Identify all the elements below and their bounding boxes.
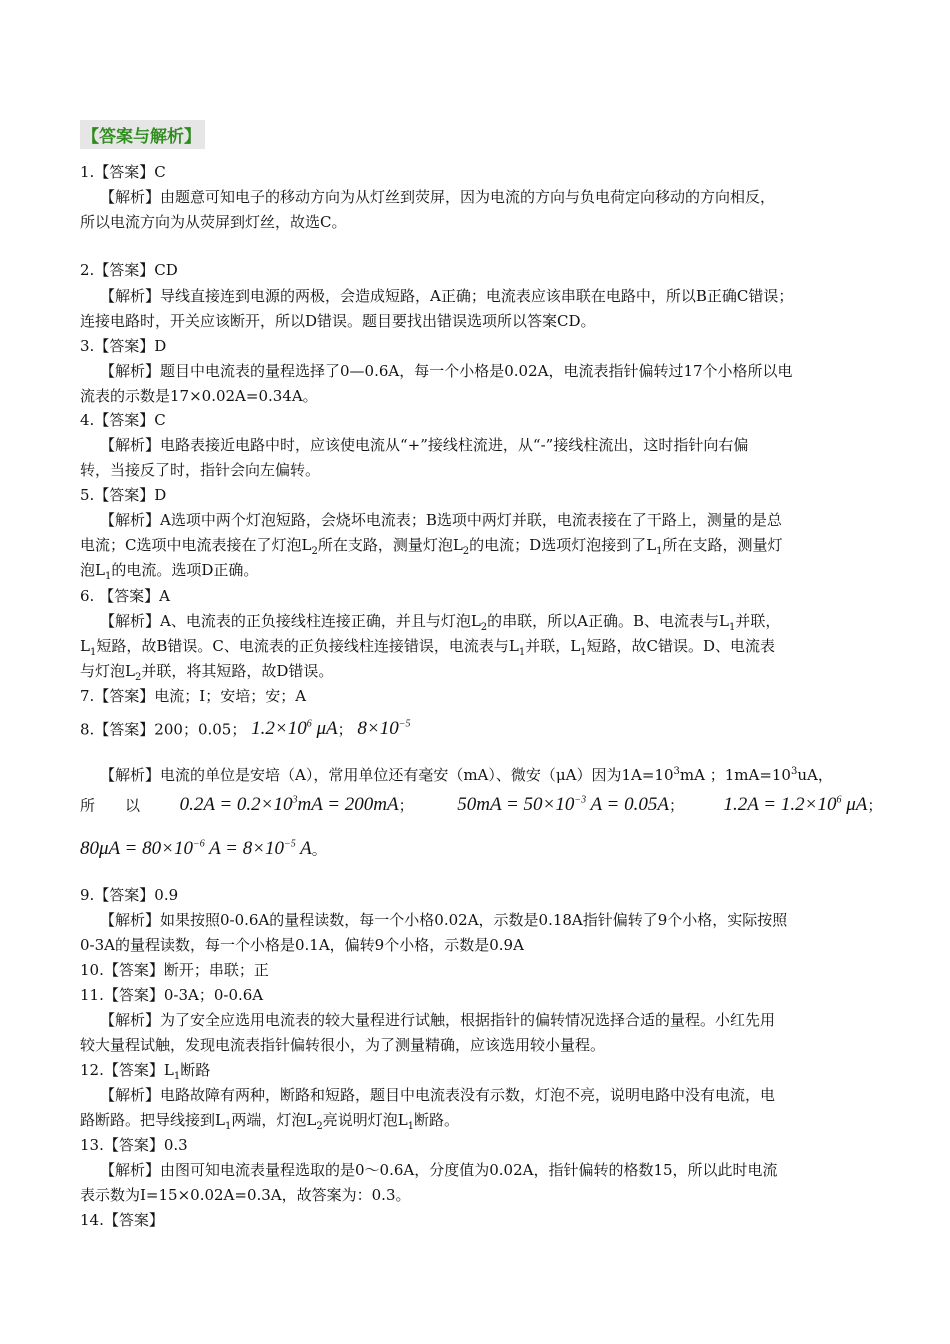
answer-8: 8.【答案】200；0.05； $1.2\times 10^6$ μA； $8\times 10^{-5}$	[80, 718, 411, 740]
answer-4: 4.【答案】C	[80, 411, 166, 429]
explanation-4-line-2: 转，当接反了时，指针会向左偏转。	[80, 461, 321, 479]
explanation-5-line-3: 泡$L_1$的电流。选项D正确。	[80, 561, 259, 582]
math-expression: $80\mu A = 80\times 10^{-6}$ $A = 8\times 10^{-5}$ A	[80, 838, 312, 860]
explanation-6-line-2: $L_1$短路，故B错误。C、电流表的正负接线柱连接错误，电流表与$L_1$并联，$L_1$短路，故C错误。D、电流表	[80, 637, 776, 658]
explanation-6-line-3: 与灯泡$L_2$并联，将其短路，故D错误。	[80, 662, 334, 683]
explanation-13-line-2: 表示数为I=15×0.02A=0.3A，故答案为：0.3。	[80, 1186, 411, 1204]
answer-13: 13.【答案】0.3	[80, 1136, 188, 1154]
explanation-2-line-1: 【解析】导线直接连到电源的两极，会造成短路，A正确；电流表应该串联在电路中，所以B正确C错误；	[100, 287, 794, 305]
math-expression: $1.2A = 1.2\times 10^6$ μA	[723, 794, 868, 816]
explanation-13-line-1: 【解析】由图可知电流表量程选取的是0～0.6A，分度值为0.02A，指针偏转的格数15，所以此时电流	[100, 1161, 778, 1179]
math-expression: $0.2A = 0.2\times 10^3mA = 200mA$	[179, 794, 399, 816]
explanation-3-line-2: 流表的示数是17×0.02A=0.34A。	[80, 387, 318, 405]
explanation-9-line-2: 0-3A的量程读数，每一个小格是0.1A，偏转9个小格，示数是0.9A	[80, 936, 524, 954]
answer-5: 5.【答案】D	[80, 486, 167, 504]
explanation-12-line-2: 路断路。把导线接到$L_1$两端，灯泡$L_2$亮说明灯泡$L_1$断路。	[80, 1111, 460, 1132]
explanation-11-line-1: 【解析】为了安全应选用电流表的较大量程进行试触，根据指针的偏转情况选择合适的量程。小红先用	[100, 1011, 776, 1029]
explanation-12-line-1: 【解析】电路故障有两种，断路和短路，题目中电流表没有示数，灯泡不亮，说明电路中没有电流，电	[100, 1086, 776, 1104]
explanation-11-line-2: 较大量程试触，发现电流表指针偏转很小，为了测量精确，应该选用较小量程。	[80, 1036, 606, 1054]
answer-1: 1.【答案】C	[80, 163, 166, 181]
answer-9: 9.【答案】0.9	[80, 886, 179, 904]
math-expression: $8\times 10^{-5}$	[357, 718, 411, 740]
math-expression: $50mA = 50\times 10^{-3}$ A = 0.05A	[457, 794, 669, 816]
answer-3: 3.【答案】D	[80, 337, 167, 355]
explanation-9-line-1: 【解析】如果按照0-0.6A的量程读数，每一个小格0.02A，示数是0.18A指针偏转了9个小格，实际按照	[100, 911, 788, 929]
explanation-3-line-1: 【解析】题目中电流表的量程选择了0—0.6A，每一个小格是0.02A，电流表指针偏转过17个小格所以电	[100, 362, 793, 380]
answer-14: 14.【答案】	[80, 1211, 164, 1229]
explanation-1-line-2: 所以电流方向为从荧屏到灯丝，故选C。	[80, 213, 347, 231]
answer-7: 7.【答案】电流；I；安培；安；A	[80, 687, 307, 705]
answer-10: 10.【答案】断开；串联；正	[80, 961, 269, 979]
section-heading: 【答案与解析】	[80, 120, 205, 149]
explanation-5-line-2: 电流；C选项中电流表接在了灯泡$L_2$所在支路，测量灯泡$L_2$的电流；D选项灯泡接到了$L_1$所在支路，测量灯	[80, 536, 783, 557]
answer-2: 2.【答案】CD	[80, 261, 178, 279]
explanation-8-line-3: $80\mu A = 80\times 10^{-6}$ $A = 8\times 10^{-5}$ A。	[80, 838, 327, 860]
explanation-6-line-1: 【解析】A、电流表的正负接线柱连接正确，并且与灯泡$L_2$的串联，所以A正确。B、电流表与$L_1$并联，	[100, 612, 781, 633]
answer-11: 11.【答案】0-3A；0-0.6A	[80, 986, 264, 1004]
explanation-4-line-1: 【解析】电路表接近电路中时，应该使电流从“+”接线柱流进，从“-”接线柱流出，这时指针向右偏	[100, 436, 749, 454]
explanation-8-line-1: 【解析】电流的单位是安培（A），常用单位还有毫安（mA）、微安（μA）因为$1A=10^3mA$ ；$1mA=10^3uA$，	[100, 766, 833, 784]
explanation-5-line-1: 【解析】A选项中两个灯泡短路，会烧坏电流表；B选项中两灯并联，电流表接在了干路上，测量的是总	[100, 511, 782, 529]
explanation-8-line-2: 所 以 $0.2A = 0.2\times 10^3mA = 200mA$； $50mA = 50\times 10^{-3}$ A = 0.05A； $1.2A = 1.2\times 10^6$ μA；	[80, 794, 883, 816]
math-expression: $1.2\times 10^6$ μA	[251, 718, 338, 740]
answer-6: 6. 【答案】A	[80, 587, 170, 605]
explanation-1-line-1: 【解析】由题意可知电子的移动方向为从灯丝到荧屏，因为电流的方向与负电荷定向移动的方向相反，	[100, 188, 776, 206]
explanation-2-line-2: 连接电路时，开关应该断开，所以D错误。题目要找出错误选项所以答案CD。	[80, 312, 596, 330]
answer-12: 12.【答案】$L_1$断路	[80, 1061, 211, 1082]
